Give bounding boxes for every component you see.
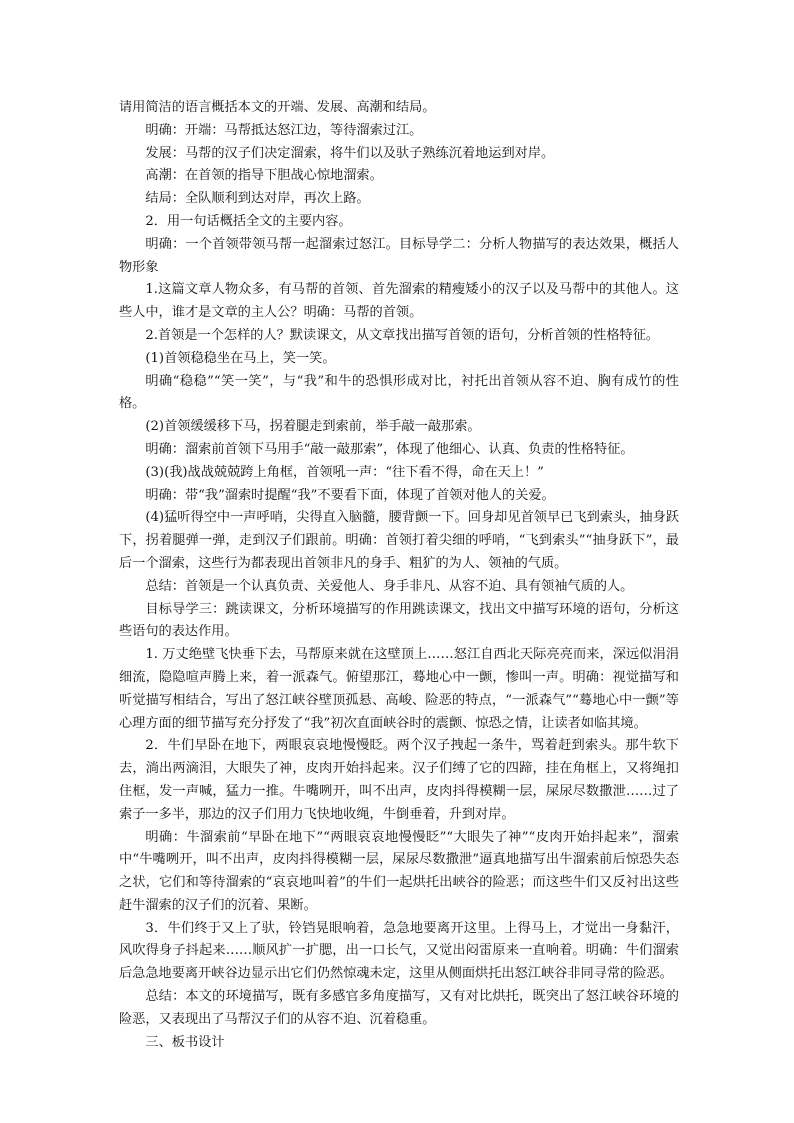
paragraph: 1.这篇文章人物众多，有马帮的首领、首先溜索的精瘦矮小的汉子以及马帮中的其他人。这些人中，谁才是文章的主人公？明确：马帮的首领。	[119, 282, 679, 321]
paragraph: 发展：马帮的汉子们决定溜索，将牛们以及驮子熟练沉着地运到对岸。	[145, 145, 555, 161]
paragraph: 明确“稳稳”“笑一笑”，与“我”和牛的恐惧形成对比，衬托出首领从容不迫、胸有成竹的性格。	[119, 373, 679, 412]
section-heading: 三、板书设计	[145, 1034, 225, 1050]
paragraph: 2.首领是一个怎样的人？默读课文，从文章找出描写首领的语句，分析首领的性格特征。	[145, 327, 660, 343]
paragraph: 明确：开端：马帮抵达怒江边，等待溜索过江。	[145, 122, 423, 138]
paragraph: 请用简洁的语言概括本文的开端、发展、高潮和结局。	[119, 100, 436, 115]
paragraph: 明确：牛溜索前“早卧在地下”“两眼哀哀地慢慢眨”“大眼失了神”“皮肉开始抖起来”，溜索中“牛嘴咧开，叫不出声，皮肉抖得模糊一层，屎尿尽数撒泄”逼真地描写出牛溜索前后惊恐失态之状，它们和等待溜索的“哀哀地叫着”的牛们一起烘托出峡谷的险恶；而这些牛们又反衬出这些赶牛溜索的汉子们的沉着、果断。	[119, 829, 679, 913]
paragraph: 1. 万丈绝壁飞快垂下去，马帮原来就在这壁顶上……怒江自西北天际亮亮而来，深远似涓涓细流，隐隐喧声腾上来，着一派森气。俯望那江，蓦地心中一颤，惨叫一声。明确：视觉描写和听觉描写相结合，写出了怒江峡谷壁顶孤悬、高峻、险恶的特点，“一派森气”“蓦地心中一颤”等心理方面的细节描写充分抒发了“我”初次直面峡谷时的震颤、惊恐之情，让读者如临其境。	[119, 647, 679, 731]
paragraph: 明确：带“我”溜索时提醒“我”不要看下面，体现了首领对他人的关爱。	[145, 487, 555, 503]
paragraph: 结局：全队顺利到达对岸，再次上路。	[145, 191, 370, 207]
paragraph: 总结：本文的环境描写，既有多感官多角度描写，又有对比烘托，既突出了怒江峡谷环境的险恶，又表现出了马帮汉子们的从容不迫、沉着稳重。	[119, 989, 679, 1027]
paragraph: (3)(我)战战兢兢跨上角框，首领吼一声：“往下看不得，命在天上！”	[145, 464, 544, 480]
document-body	[119, 97, 679, 1054]
paragraph: (2)首领缓缓移下马，拐着腿走到索前，举手敲一敲那索。	[145, 419, 481, 435]
paragraph: (4)猛听得空中一声呼哨，尖得直入脑髓，腰背颤一下。回身却见首领早已飞到索头，抽身跃下，拐着腿弹一弹，走到汉子们跟前。明确：首领打着尖细的呼哨，“飞到索头”“抽身跃下”，最后一个溜索，这些行为都表现出首领非凡的身手、粗犷的为人、领袖的气质。	[119, 510, 679, 571]
paragraph: 目标导学三：跳读课文，分析环境描写的作用跳读课文，找出文中描写环境的语句，分析这些语句的表达作用。	[119, 601, 679, 640]
paragraph: 高潮：在首领的指导下胆战心惊地溜索。	[145, 168, 383, 184]
paragraph: 明确：一个首领带领马帮一起溜索过怒江。目标导学二：分析人物描写的表达效果，概括人物形象	[119, 236, 679, 275]
paragraph: 明确：溜索前首领下马用手“敲一敲那索”，体现了他细心、认真、负责的性格特征。	[145, 441, 634, 457]
paragraph: 2．牛们早卧在地下，两眼哀哀地慢慢眨。两个汉子拽起一条牛，骂着赶到索头。那牛软下去，淌出两滴泪，大眼失了神，皮肉开始抖起来。汉子们缚了它的四蹄，挂在角框上，又将绳扣住框，发一声喊，猛力一推。牛嘴咧开，叫不出声，皮肉抖得模糊一层，屎尿尽数撒泄……过了索子一多半，那边的汉子们用力飞快地收绳，牛倒垂着，升到对岸。	[119, 738, 679, 822]
paragraph: 总结：首领是一个认真负责、关爱他人、身手非凡、从容不迫、具有领袖气质的人。	[145, 578, 634, 594]
paragraph: 2．用一句话概括全文的主要内容。	[145, 213, 352, 229]
paragraph: 3．牛们终于又上了驮，铃铛晃眼响着，急急地要离开这里。上得马上，才觉出一身黏汗，风吹得身子抖起来……顺风扩一扩腮，出一口长气，又觉出闷雷原来一直响着。明确：牛们溜索后急急地要离开峡谷边显示出它们仍然惊魂未定，这里从侧面烘托出怒江峡谷非同寻常的险恶。	[119, 920, 679, 982]
paragraph: (1)首领稳稳坐在马上，笑一笑。	[145, 350, 336, 366]
